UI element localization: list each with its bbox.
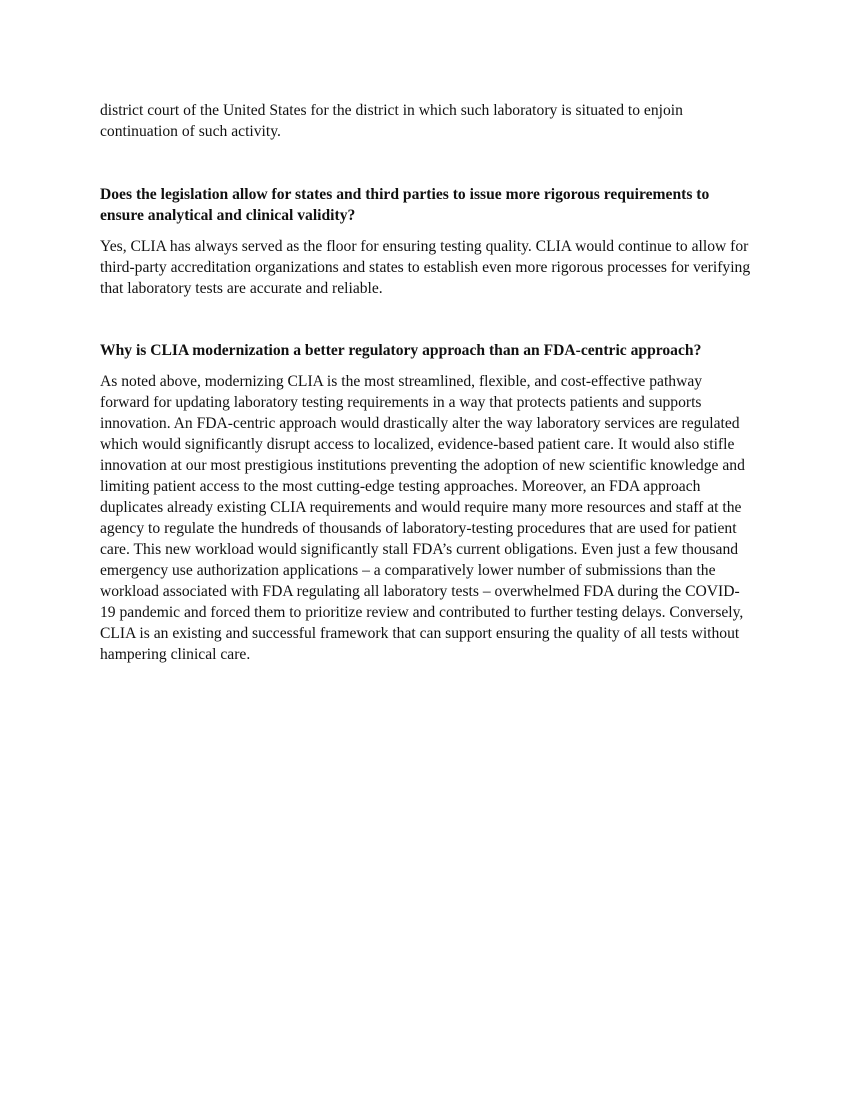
section-answer-paragraph: Yes, CLIA has always served as the floor for ensuring testing quality. CLIA would continue to allow for third-party accreditation organizations and states to establish even more rigorous processes for verifying that laboratory tests are accurate and reliable. (100, 238, 751, 297)
document-body (100, 100, 752, 665)
section-question-heading: Why is CLIA modernization a better regulatory approach than an FDA-centric approach? (100, 342, 702, 359)
continuation-paragraph: district court of the United States for the district in which such laboratory is situated to enjoin continuation of such activity. (100, 102, 683, 140)
section-question-heading: Does the legislation allow for states and third parties to issue more rigorous requirements to ensure analytical and clinical validity? (100, 186, 710, 224)
section-answer-paragraph: As noted above, modernizing CLIA is the most streamlined, flexible, and cost-effective pathway forward for updating laboratory testing requirements in a way that protects patients and supports innovation. An FDA-centric approach would drastically alter the way laboratory services are regulated which would significantly disrupt access to localized, evidence-based patient care. It would also stifle innovation at our most prestigious institutions preventing the adoption of new scientific knowledge and limiting patient access to the most cutting-edge testing approaches. Moreover, an FDA approach duplicates already existing CLIA requirements and would require many more resources and staff at the agency to regulate the hundreds of thousands of laboratory-testing procedures that are used for patient care. This new workload would significantly stall FDA’s current obligations. Even just a few thousand emergency use authorization applications – a comparatively lower number of submissions than the workload associated with FDA regulating all laboratory tests – overwhelmed FDA during the COVID-19 pandemic and forced them to prioritize review and contributed to further testing delays. Conversely, CLIA is an existing and successful framework that can support ensuring the quality of all tests without hampering clinical care. (100, 373, 745, 663)
